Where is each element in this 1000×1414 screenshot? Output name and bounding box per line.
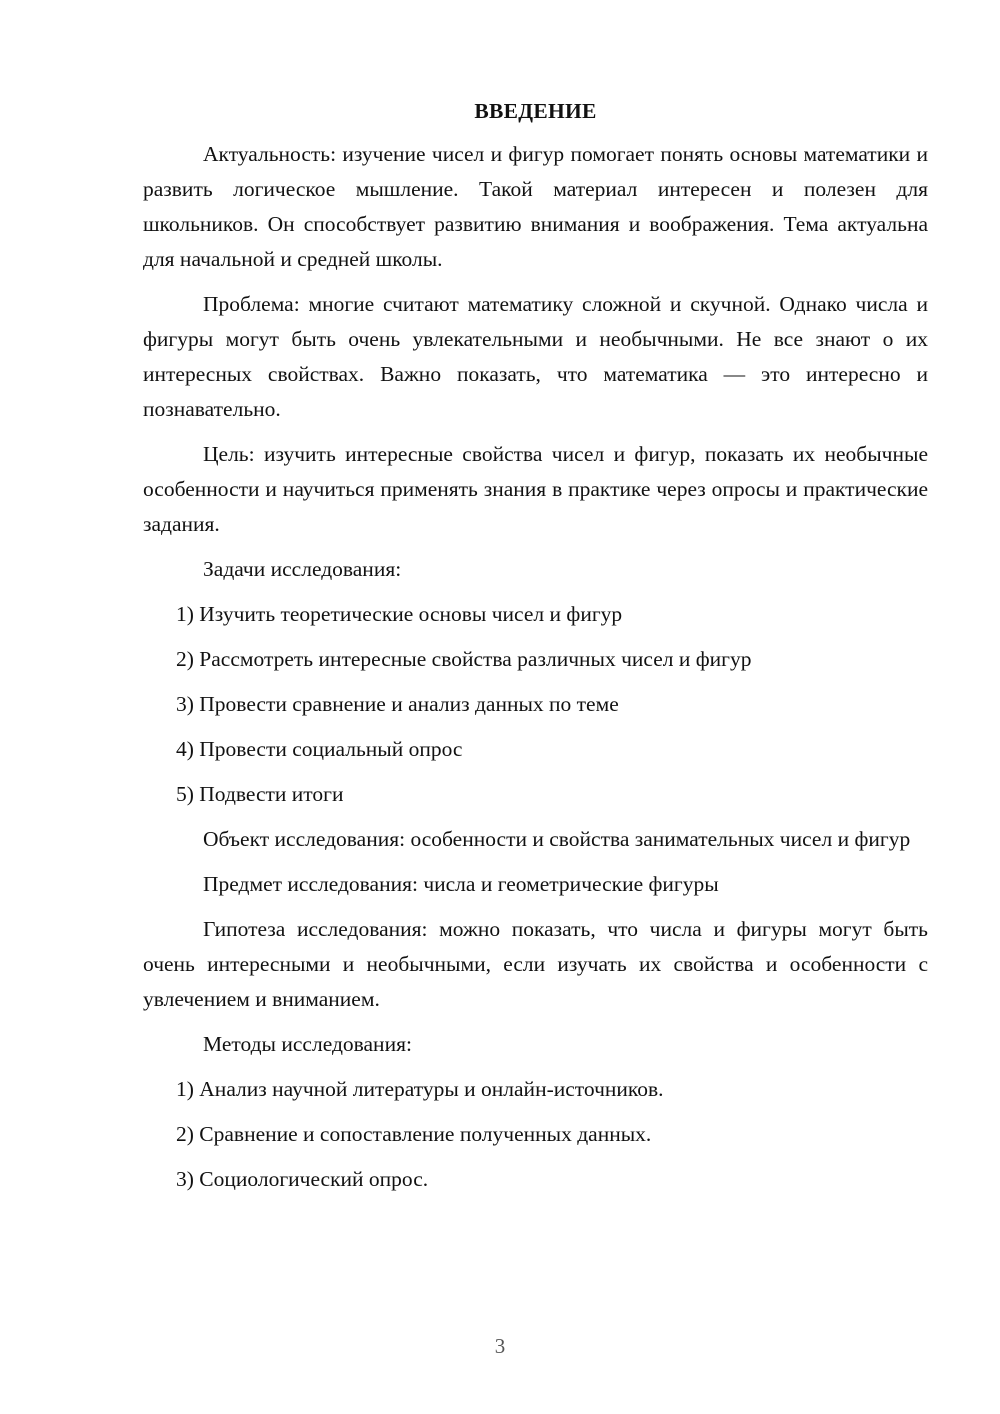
tasks-heading: Задачи исследования: — [203, 557, 402, 581]
paragraph-object: Объект исследования: особенности и свойства занимательных чисел и фигур — [203, 827, 911, 851]
page-content — [143, 94, 928, 1207]
paragraph-hypothesis: Гипотеза исследования: можно показать, что числа и фигуры могут быть очень интересными и необычными, если изучать их свойства и особенности с увлечением и вниманием. — [143, 917, 928, 1011]
methods-heading: Методы исследования: — [203, 1032, 412, 1056]
paragraph-goal: Цель: изучить интересные свойства чисел и фигур, показать их необычные особенности и научиться применять знания в практике через опросы и практические задания. — [143, 442, 928, 536]
task-item: 1) Изучить теоретические основы чисел и фигур — [176, 602, 623, 626]
task-item: 2) Рассмотреть интересные свойства различных чисел и фигур — [176, 647, 752, 671]
task-item: 3) Провести сравнение и анализ данных по теме — [176, 692, 619, 716]
page-title: ВВЕДЕНИЕ — [474, 99, 597, 123]
paragraph-subject: Предмет исследования: числа и геометрические фигуры — [203, 872, 719, 896]
page-number: 3 — [494, 1334, 506, 1358]
method-item: 3) Социологический опрос. — [176, 1167, 429, 1191]
paragraph-actuality: Актуальность: изучение чисел и фигур помогает понять основы математики и развить логическое мышление. Такой материал интересен и полезен для школьников. Он способствует развитию внимания и воображения. Тема актуальна для начальной и средней школы. — [143, 142, 928, 271]
method-item: 1) Анализ научной литературы и онлайн-источников. — [176, 1077, 664, 1101]
task-item: 5) Подвести итоги — [176, 782, 344, 806]
task-item: 4) Провести социальный опрос — [176, 737, 463, 761]
paragraph-problem: Проблема: многие считают математику сложной и скучной. Однако числа и фигуры могут быть очень увлекательными и необычными. Не все знают о их интересных свойствах. Важно показать, что математика — это интересно и познавательно. — [143, 292, 928, 421]
method-item: 2) Сравнение и сопоставление полученных данных. — [176, 1122, 652, 1146]
